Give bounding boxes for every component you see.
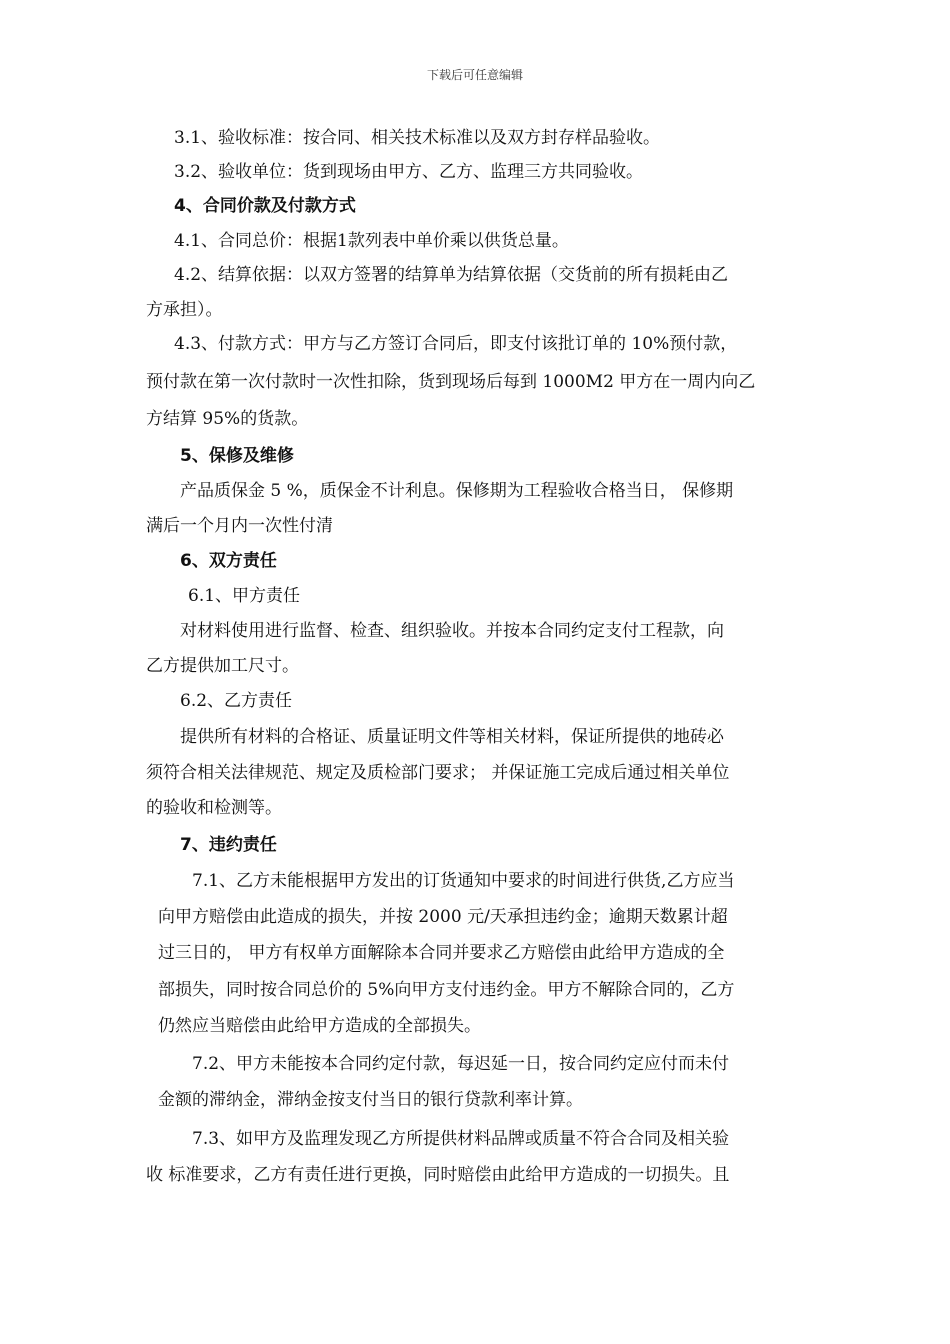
page-header: 下载后可任意编辑 [426,68,523,82]
clause-6-2-heading: 6.2、乙方责任 [180,691,293,711]
section-4-heading: 4、合同价款及付款方式 [174,196,356,216]
clause-6-2-line-1: 提供所有材料的合格证、质量证明文件等相关材料，保证所提供的地砖必 [180,727,724,747]
clause-6-2-line-3: 的验收和检测等。 [146,798,282,818]
clause-3-1: 3.1、验收标准：按合同、相关技术标准以及双方封存样品验收。 [174,128,661,148]
clause-4-3-line-2: 预付款在第一次付款时一次性扣除，货到现场后每到 1000M2 甲方在一周内向乙 [146,372,756,392]
clause-4-2-line-2: 方承担）。 [146,300,223,320]
clause-6-1-line-1: 对材料使用进行监督、检查、组织验收。并按本合同约定支付工程款，向 [180,621,724,641]
clause-4-3-line-1: 4.3、付款方式：甲方与乙方签订合同后，即支付该批订单的 10%预付款， [174,334,738,354]
clause-7-3-line-1: 7.3、如甲方及监理发现乙方所提供材料品牌或质量不符合合同及相关验 [192,1129,730,1149]
clause-7-2-line-1: 7.2、甲方未能按本合同约定付款，每迟延一日，按合同约定应付而未付 [192,1054,730,1074]
section-5-heading: 5、保修及维修 [180,446,294,466]
clause-6-2-line-2: 须符合相关法律规范、规定及质检部门要求； 并保证施工完成后通过相关单位 [146,763,730,783]
clause-7-1-line-5: 仍然应当赔偿由此给甲方造成的全部损失。 [158,1016,481,1036]
clause-6-1-heading: 6.1、甲方责任 [188,586,301,606]
clause-4-3-line-3: 方结算 95%的货款。 [146,409,309,429]
clause-3-2: 3.2、验收单位：货到现场由甲方、乙方、监理三方共同验收。 [174,162,644,182]
section-5-line-1: 产品质保金 5 %，质保金不计利息。保修期为工程验收合格当日， 保修期 [180,481,734,501]
clause-4-1: 4.1、合同总价：根据1款列表中单价乘以供货总量。 [174,231,569,251]
clause-7-1-line-1: 7.1、乙方未能根据甲方发出的订货通知中要求的时间进行供货,乙方应当 [192,871,735,891]
section-7-heading: 7、违约责任 [180,835,277,855]
clause-7-2-line-2: 金额的滞纳金，滞纳金按支付当日的银行贷款利率计算。 [158,1090,583,1110]
section-6-heading: 6、双方责任 [180,551,277,571]
clause-4-2-line-1: 4.2、结算依据：以双方签署的结算单为结算依据（交货前的所有损耗由乙 [174,265,729,285]
clause-7-3-line-2: 收 标准要求，乙方有责任进行更换，同时赔偿由此给甲方造成的一切损失。且 [146,1165,730,1185]
clause-7-1-line-3: 过三日的， 甲方有权单方面解除本合同并要求乙方赔偿由此给甲方造成的全 [158,943,725,963]
clause-7-1-line-2: 向甲方赔偿由此造成的损失，并按 2000 元/天承担违约金；逾期天数累计超 [158,907,728,927]
clause-7-1-line-4: 部损失，同时按合同总价的 5%向甲方支付违约金。甲方不解除合同的，乙方 [158,980,735,1000]
section-5-line-2: 满后一个月内一次性付清 [146,516,333,536]
clause-6-1-line-2: 乙方提供加工尺寸。 [146,656,299,676]
